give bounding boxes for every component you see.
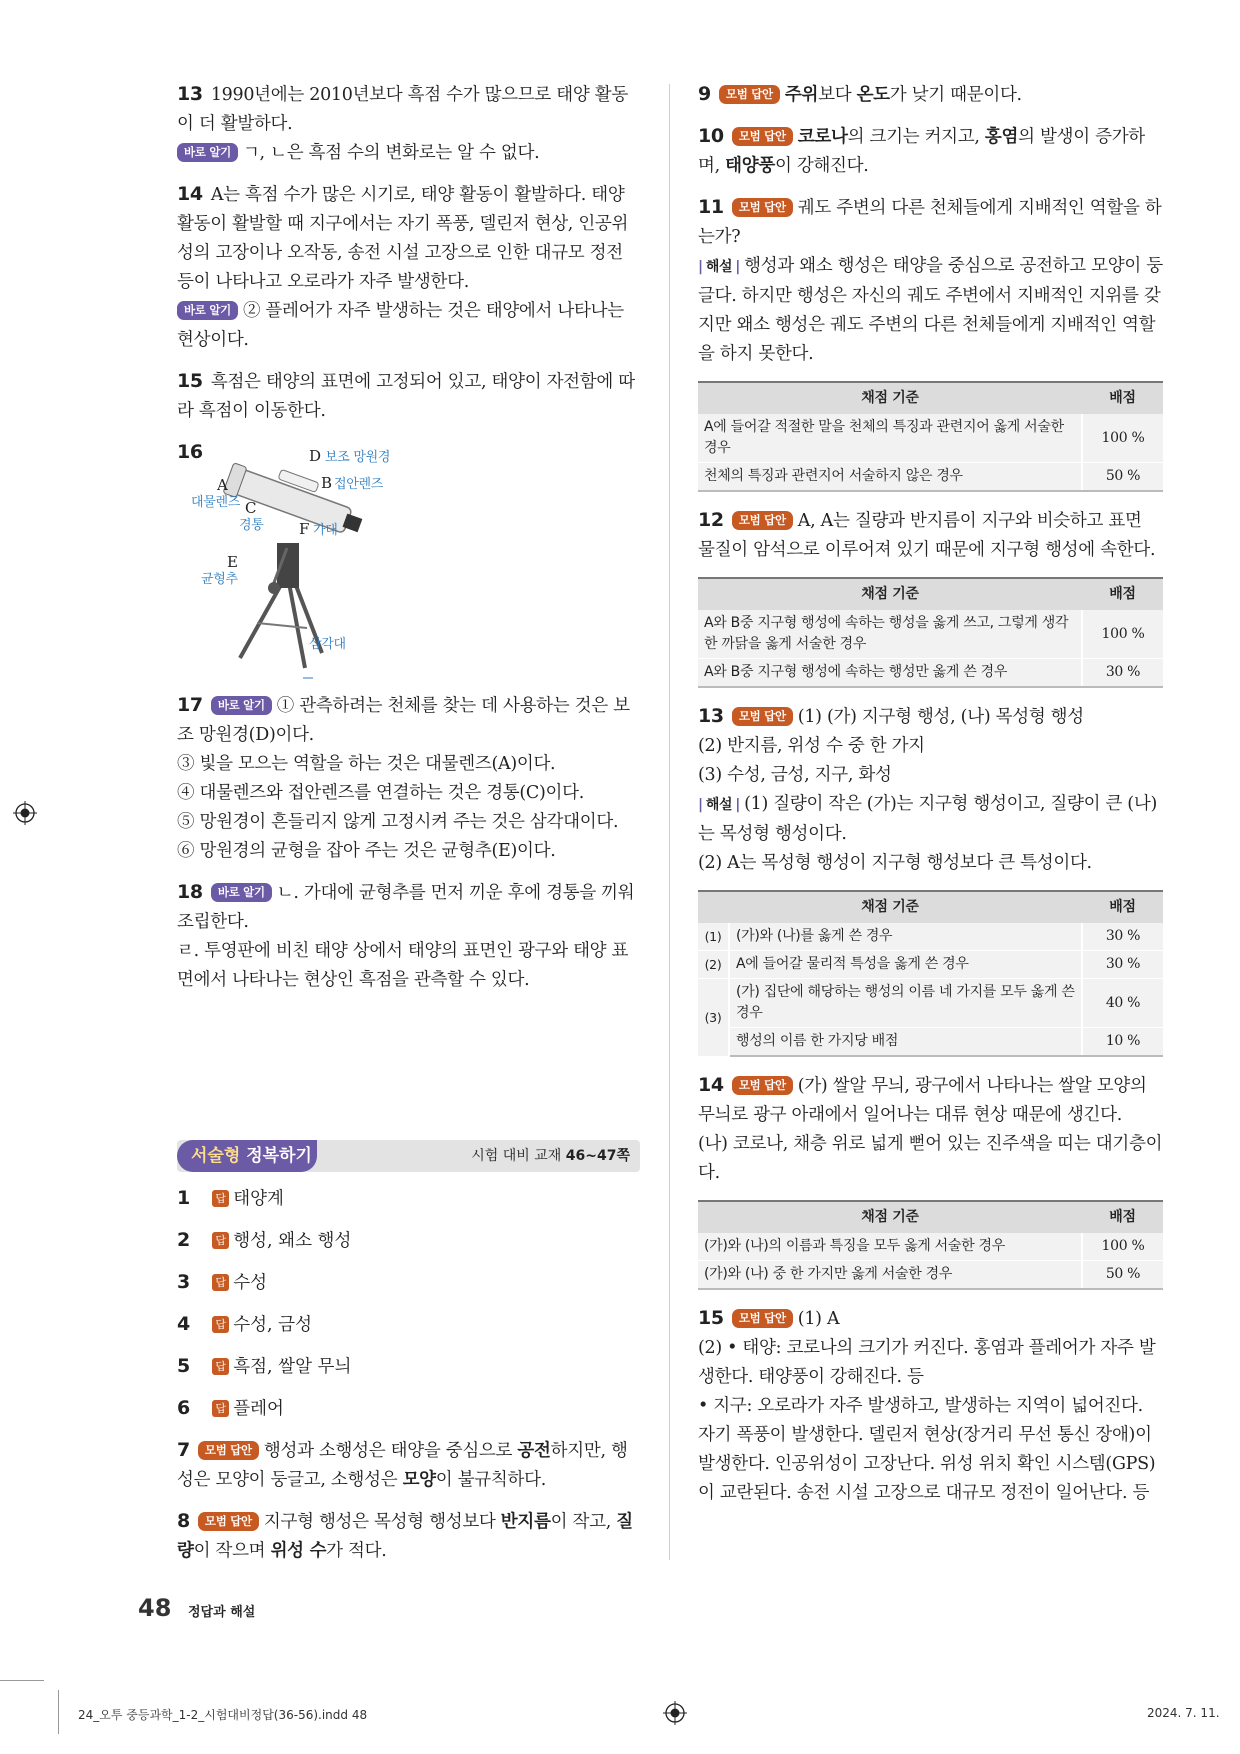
question-number: 14 <box>177 183 203 205</box>
question-number: 2 <box>177 1229 191 1251</box>
sub-number: (2) <box>698 951 729 979</box>
label-counterweight: 균형추 <box>201 572 238 587</box>
answer-text: 이 작고, <box>550 1512 617 1532</box>
points-header: 배점 <box>1082 891 1163 923</box>
answer-text: 이 강해진다. <box>774 156 869 176</box>
note-line: ① 관측하려는 천체를 찾는 데 사용하는 것은 보조 망원경(D)이다. <box>177 696 630 745</box>
model-answer-tag: 모범 답안 <box>719 85 780 104</box>
note-line: ㄴ. 가대에 균형추를 먼저 끼운 후에 경통을 끼워 조립한다. <box>177 883 635 932</box>
answer-text: • 지구: 오로라가 자주 발생하고, 발생하는 지역이 넓어진다. 자기 폭풍이 발생한다. 델린저 현상(장거리 무선 통신 장애)이 발생한다. 인공위성이 고장난다. 위성 위치 확인 시스템(GPS)이 교란된다. 송전 시설 고장으로 대규모 정전이 일어난다. 등 <box>698 1396 1156 1503</box>
criteria-cell: A와 B중 지구형 행성에 속하는 행성만 옳게 쓴 경우 <box>698 659 1082 688</box>
right-column <box>698 80 1163 1508</box>
criteria-header: 채점 기준 <box>698 891 1082 923</box>
explanation-text: (1) 질량이 작은 (가)는 지구형 행성이고, 질량이 큰 (나)는 목성형 행성이다. <box>698 794 1157 844</box>
criteria-cell: A에 들어갈 적절한 말을 천체의 특징과 관련지어 옳게 서술한 경우 <box>698 414 1082 463</box>
note-line: ④ 대물렌즈와 접안렌즈를 연결하는 것은 경통(C)이다. <box>177 783 585 803</box>
scoring-table <box>698 381 1163 492</box>
answer-1 <box>177 1184 640 1214</box>
answer-icon: 답 <box>212 1274 229 1291</box>
telescope-figure <box>177 438 640 683</box>
answer-text: 행성과 소행성은 태양을 중심으로 <box>263 1441 518 1461</box>
question-14 <box>177 180 640 355</box>
answer-text: 흑점, 쌀알 무늬 <box>233 1357 352 1377</box>
model-answer-tag: 모범 답안 <box>198 1512 259 1531</box>
section-reference <box>471 1140 630 1172</box>
reference-pages: 46~47쪽 <box>565 1148 630 1164</box>
crop-mark <box>0 1680 44 1681</box>
question-8 <box>177 1507 640 1566</box>
points-header: 배점 <box>1082 1201 1163 1233</box>
reference-prefix: 시험 대비 교재 <box>471 1148 566 1164</box>
question-number: 5 <box>177 1355 191 1377</box>
telescope-illustration <box>177 438 640 683</box>
question-18 <box>177 878 640 995</box>
correct-it-tag: 바로 알기 <box>211 696 272 715</box>
question-number: 13 <box>698 705 724 727</box>
question-number: 17 <box>177 694 203 716</box>
question-text: 흑점은 태양의 표면에 고정되어 있고, 태양이 자전함에 따라 흑점이 이동한다. <box>177 372 635 421</box>
explanation-text: (2) A는 목성형 행성이 지구형 행성보다 큰 특성이다. <box>698 853 1092 873</box>
answer-text: 가 적다. <box>326 1541 387 1561</box>
answer-text: 이 작으며 <box>193 1541 271 1561</box>
note-line: ③ 빛을 모으는 역할을 하는 것은 대물렌즈(A)이다. <box>177 754 556 774</box>
answer-text: (1) (가) 지구형 행성, (나) 목성형 행성 <box>797 707 1084 727</box>
section-header <box>177 1140 640 1172</box>
label-finder-scope: 보조 망원경 <box>325 450 391 465</box>
section-title-b: 정복하기 <box>246 1146 312 1166</box>
question-12 <box>698 506 1163 688</box>
question-14-right <box>698 1071 1163 1290</box>
question-13-right <box>698 702 1163 1057</box>
answer-6 <box>177 1394 640 1424</box>
answer-text: (3) 수성, 금성, 지구, 화성 <box>698 765 892 785</box>
answer-text: 궤도 주변의 다른 천체들에게 지배적인 역할을 하는가? <box>698 198 1162 247</box>
sub-number: (3) <box>698 979 729 1057</box>
criteria-cell: 행성의 이름 한 가지당 배점 <box>729 1028 1082 1057</box>
keyword: 질량 <box>177 1512 633 1561</box>
note-text: ㄱ, ㄴ은 흑점 수의 변화로는 알 수 없다. <box>242 143 540 163</box>
label-d: D <box>309 447 321 465</box>
registration-mark-icon <box>663 1701 687 1725</box>
keyword: 태양풍 <box>725 156 775 176</box>
criteria-cell: A에 들어갈 물리적 특성을 옳게 쓴 경우 <box>729 951 1082 979</box>
answer-text: (2) • 태양: 코로나의 크기가 커진다. 홍염과 플레어가 자주 발생한다. 태양풍이 강해진다. 등 <box>698 1338 1156 1387</box>
points-cell: 50 % <box>1082 1261 1163 1290</box>
question-number: 12 <box>698 509 724 531</box>
explanation-text: 행성과 왜소 행성은 태양을 중심으로 공전하고 모양이 둥글다. 하지만 행성은 자신의 궤도 주변에서 지배적인 지위를 갖지만 왜소 행성은 궤도 주변의 다른 천체들에게 지배적인 역할을 하지 못한다. <box>698 256 1163 364</box>
label-c: C <box>245 499 257 517</box>
keyword: 온도 <box>856 85 890 105</box>
answer-icon: 답 <box>212 1400 229 1417</box>
scoring-table <box>698 890 1163 1057</box>
question-number: 8 <box>177 1510 190 1532</box>
answer-text: A, A는 질량과 반지름이 지구와 비슷하고 표면 물질이 암석으로 이루어져 있기 때문에 지구형 행성에 속한다. <box>698 511 1156 560</box>
print-date: 2024. 7. 11. <box>1147 1706 1220 1720</box>
model-answer-tag: 모범 답안 <box>732 198 793 217</box>
question-number: 10 <box>698 125 724 147</box>
registration-mark-icon <box>13 801 37 825</box>
answer-text: 지구형 행성은 목성형 행성보다 <box>263 1512 501 1532</box>
answer-3 <box>177 1268 640 1298</box>
keyword: 공전 <box>517 1441 551 1461</box>
section-title <box>177 1140 317 1172</box>
answer-icon: 답 <box>212 1316 229 1333</box>
correct-it-tag: 바로 알기 <box>177 143 238 162</box>
model-answer-tag: 모범 답안 <box>732 1076 793 1095</box>
question-number: 11 <box>698 196 724 218</box>
label-objective-lens: 대물렌즈 <box>191 495 241 510</box>
question-15 <box>177 367 640 426</box>
points-cell: 100 % <box>1082 414 1163 463</box>
question-number: 1 <box>177 1187 191 1209</box>
column-divider <box>669 84 670 1560</box>
page-section-label: 정답과 해설 <box>188 1605 256 1620</box>
question-17 <box>177 691 640 866</box>
keyword: 홍염 <box>984 127 1019 147</box>
answer-icon: 답 <box>212 1358 229 1375</box>
question-number: 4 <box>177 1313 191 1335</box>
question-15-right <box>698 1304 1163 1508</box>
points-cell: 10 % <box>1082 1028 1163 1057</box>
note-line: ⑥ 망원경의 균형을 잡아 주는 것은 균형추(E)이다. <box>177 841 556 861</box>
points-cell: 100 % <box>1082 1233 1163 1261</box>
question-number: 16 <box>177 441 203 463</box>
answer-text: (1) A <box>797 1309 840 1329</box>
question-number: 18 <box>177 881 203 903</box>
points-header: 배점 <box>1082 382 1163 414</box>
answer-icon: 답 <box>212 1232 229 1249</box>
model-answer-tag: 모범 답안 <box>732 1309 793 1328</box>
points-cell: 30 % <box>1082 659 1163 688</box>
page-number: 48 <box>138 1594 172 1622</box>
criteria-header: 채점 기준 <box>698 578 1082 610</box>
scoring-table <box>698 577 1163 688</box>
answer-text: 수성, 금성 <box>233 1315 312 1335</box>
model-answer-tag: 모범 답안 <box>198 1441 259 1460</box>
answer-5 <box>177 1352 640 1382</box>
scoring-table <box>698 1200 1163 1290</box>
points-cell: 100 % <box>1082 610 1163 659</box>
label-b: B <box>321 474 332 492</box>
correct-it-tag: 바로 알기 <box>177 301 238 320</box>
keyword: 주위 <box>784 85 819 105</box>
keyword: 코로나 <box>797 127 848 147</box>
answer-text: 태양계 <box>233 1189 284 1209</box>
label-tripod: 삼각대 <box>309 637 346 652</box>
question-13 <box>177 80 640 168</box>
note-line: ㄹ. 투영판에 비친 태양 상에서 태양의 표면인 광구와 태양 표면에서 나타나는 현상인 흑점을 관측할 수 있다. <box>177 941 629 990</box>
criteria-cell: A와 B중 지구형 행성에 속하는 행성을 옳게 쓰고, 그렇게 생각한 까닭을 옳게 서술한 경우 <box>698 610 1082 659</box>
question-number: 13 <box>177 83 203 105</box>
points-cell: 40 % <box>1082 979 1163 1028</box>
criteria-header: 채점 기준 <box>698 1201 1082 1233</box>
points-cell: 50 % <box>1082 463 1163 492</box>
question-number: 15 <box>177 370 203 392</box>
explanation-tag: | 해설 | <box>698 259 740 275</box>
points-cell: 30 % <box>1082 951 1163 979</box>
explanation-tag: | 해설 | <box>698 797 740 813</box>
answer-text: (2) 반지름, 위성 수 중 한 가지 <box>698 736 925 756</box>
answer-icon: 답 <box>212 1190 229 1207</box>
label-a: A <box>217 476 228 494</box>
model-answer-tag: 모범 답안 <box>732 707 793 726</box>
correct-it-tag: 바로 알기 <box>211 883 272 902</box>
keyword: 반지름 <box>500 1512 551 1532</box>
criteria-cell: (가)와 (나)를 옳게 쓴 경우 <box>729 923 1082 951</box>
label-f: F <box>299 520 310 538</box>
answer-2 <box>177 1226 640 1256</box>
question-number: 9 <box>698 83 711 105</box>
answer-4 <box>177 1310 640 1340</box>
answer-text: 수성 <box>233 1273 268 1293</box>
points-header: 배점 <box>1082 578 1163 610</box>
answer-text: 보다 <box>818 85 857 105</box>
question-number: 6 <box>177 1397 191 1419</box>
question-number: 15 <box>698 1307 724 1329</box>
left-column <box>177 80 640 1007</box>
answer-text: 하지만, 행성은 모양이 둥글고, 소행성은 <box>177 1441 628 1490</box>
criteria-cell: (가)와 (나) 중 한 가지만 옳게 서술한 경우 <box>698 1261 1082 1290</box>
print-file-name: 24_오투 중등과학_1-2_시험대비정답(36-56).indd 48 <box>78 1708 368 1722</box>
model-answer-tag: 모범 답안 <box>732 127 793 146</box>
short-answers <box>177 1184 640 1578</box>
question-text: 1990년에는 2010년보다 흑점 수가 많으므로 태양 활동이 더 활발하다. <box>177 85 628 134</box>
answer-text: 가 낮기 때문이다. <box>889 85 1022 105</box>
label-eyepiece: 접안렌즈 <box>334 477 384 492</box>
question-number: 3 <box>177 1271 191 1293</box>
question-7 <box>177 1436 640 1495</box>
answer-text: 의 발생이 증가하며, <box>698 127 1145 176</box>
question-10 <box>698 122 1163 181</box>
note-line: ⑤ 망원경이 흔들리지 않게 고정시켜 주는 것은 삼각대이다. <box>177 812 619 832</box>
question-number: 14 <box>698 1074 724 1096</box>
question-11 <box>698 193 1163 492</box>
answer-text: 이 불규칙하다. <box>435 1470 546 1490</box>
label-tube: 경통 <box>239 518 264 533</box>
answer-text: (나) 코로나, 채층 위로 넓게 뻗어 있는 진주색을 띠는 대기층이다. <box>698 1134 1163 1183</box>
answer-text: 의 크기는 커지고, <box>847 127 985 147</box>
criteria-cell: (가)와 (나)의 이름과 특징을 모두 옳게 서술한 경우 <box>698 1233 1082 1261</box>
label-mount: 가대 <box>313 523 338 538</box>
answer-text: 플레어 <box>233 1399 284 1419</box>
question-text: A는 흑점 수가 많은 시기로, 태양 활동이 활발하다. 태양 활동이 활발할 때 지구에서는 자기 폭풍, 델린저 현상, 인공위성의 고장이나 오작동, 송전 시설 고장으로 인한 대규모 정전 등이 나타나고 오로라가 자주 발생한다. <box>177 185 629 292</box>
model-answer-tag: 모범 답안 <box>732 511 793 530</box>
question-9 <box>698 80 1163 110</box>
keyword: 위성 수 <box>270 1541 327 1561</box>
answer-text: (가) 쌀알 무늬, 광구에서 나타나는 쌀알 모양의 무늬로 광구 아래에서 일어나는 대류 현상 때문에 생긴다. <box>698 1076 1147 1125</box>
crop-mark <box>58 1690 59 1734</box>
section-title-a: 서술형 <box>191 1146 241 1166</box>
criteria-cell: (가) 집단에 해당하는 행성의 이름 네 가지를 모두 옳게 쓴 경우 <box>729 979 1082 1028</box>
keyword: 모양 <box>402 1470 436 1490</box>
question-number: 7 <box>177 1439 190 1461</box>
note-text: ② 플레어가 자주 발생하는 것은 태양에서 나타나는 현상이다. <box>177 301 624 350</box>
criteria-cell: 천체의 특징과 관련지어 서술하지 않은 경우 <box>698 463 1082 492</box>
label-e: E <box>227 553 238 571</box>
criteria-header: 채점 기준 <box>698 382 1082 414</box>
points-cell: 30 % <box>1082 923 1163 951</box>
answer-text: 행성, 왜소 행성 <box>233 1231 352 1251</box>
sub-number: (1) <box>698 923 729 951</box>
